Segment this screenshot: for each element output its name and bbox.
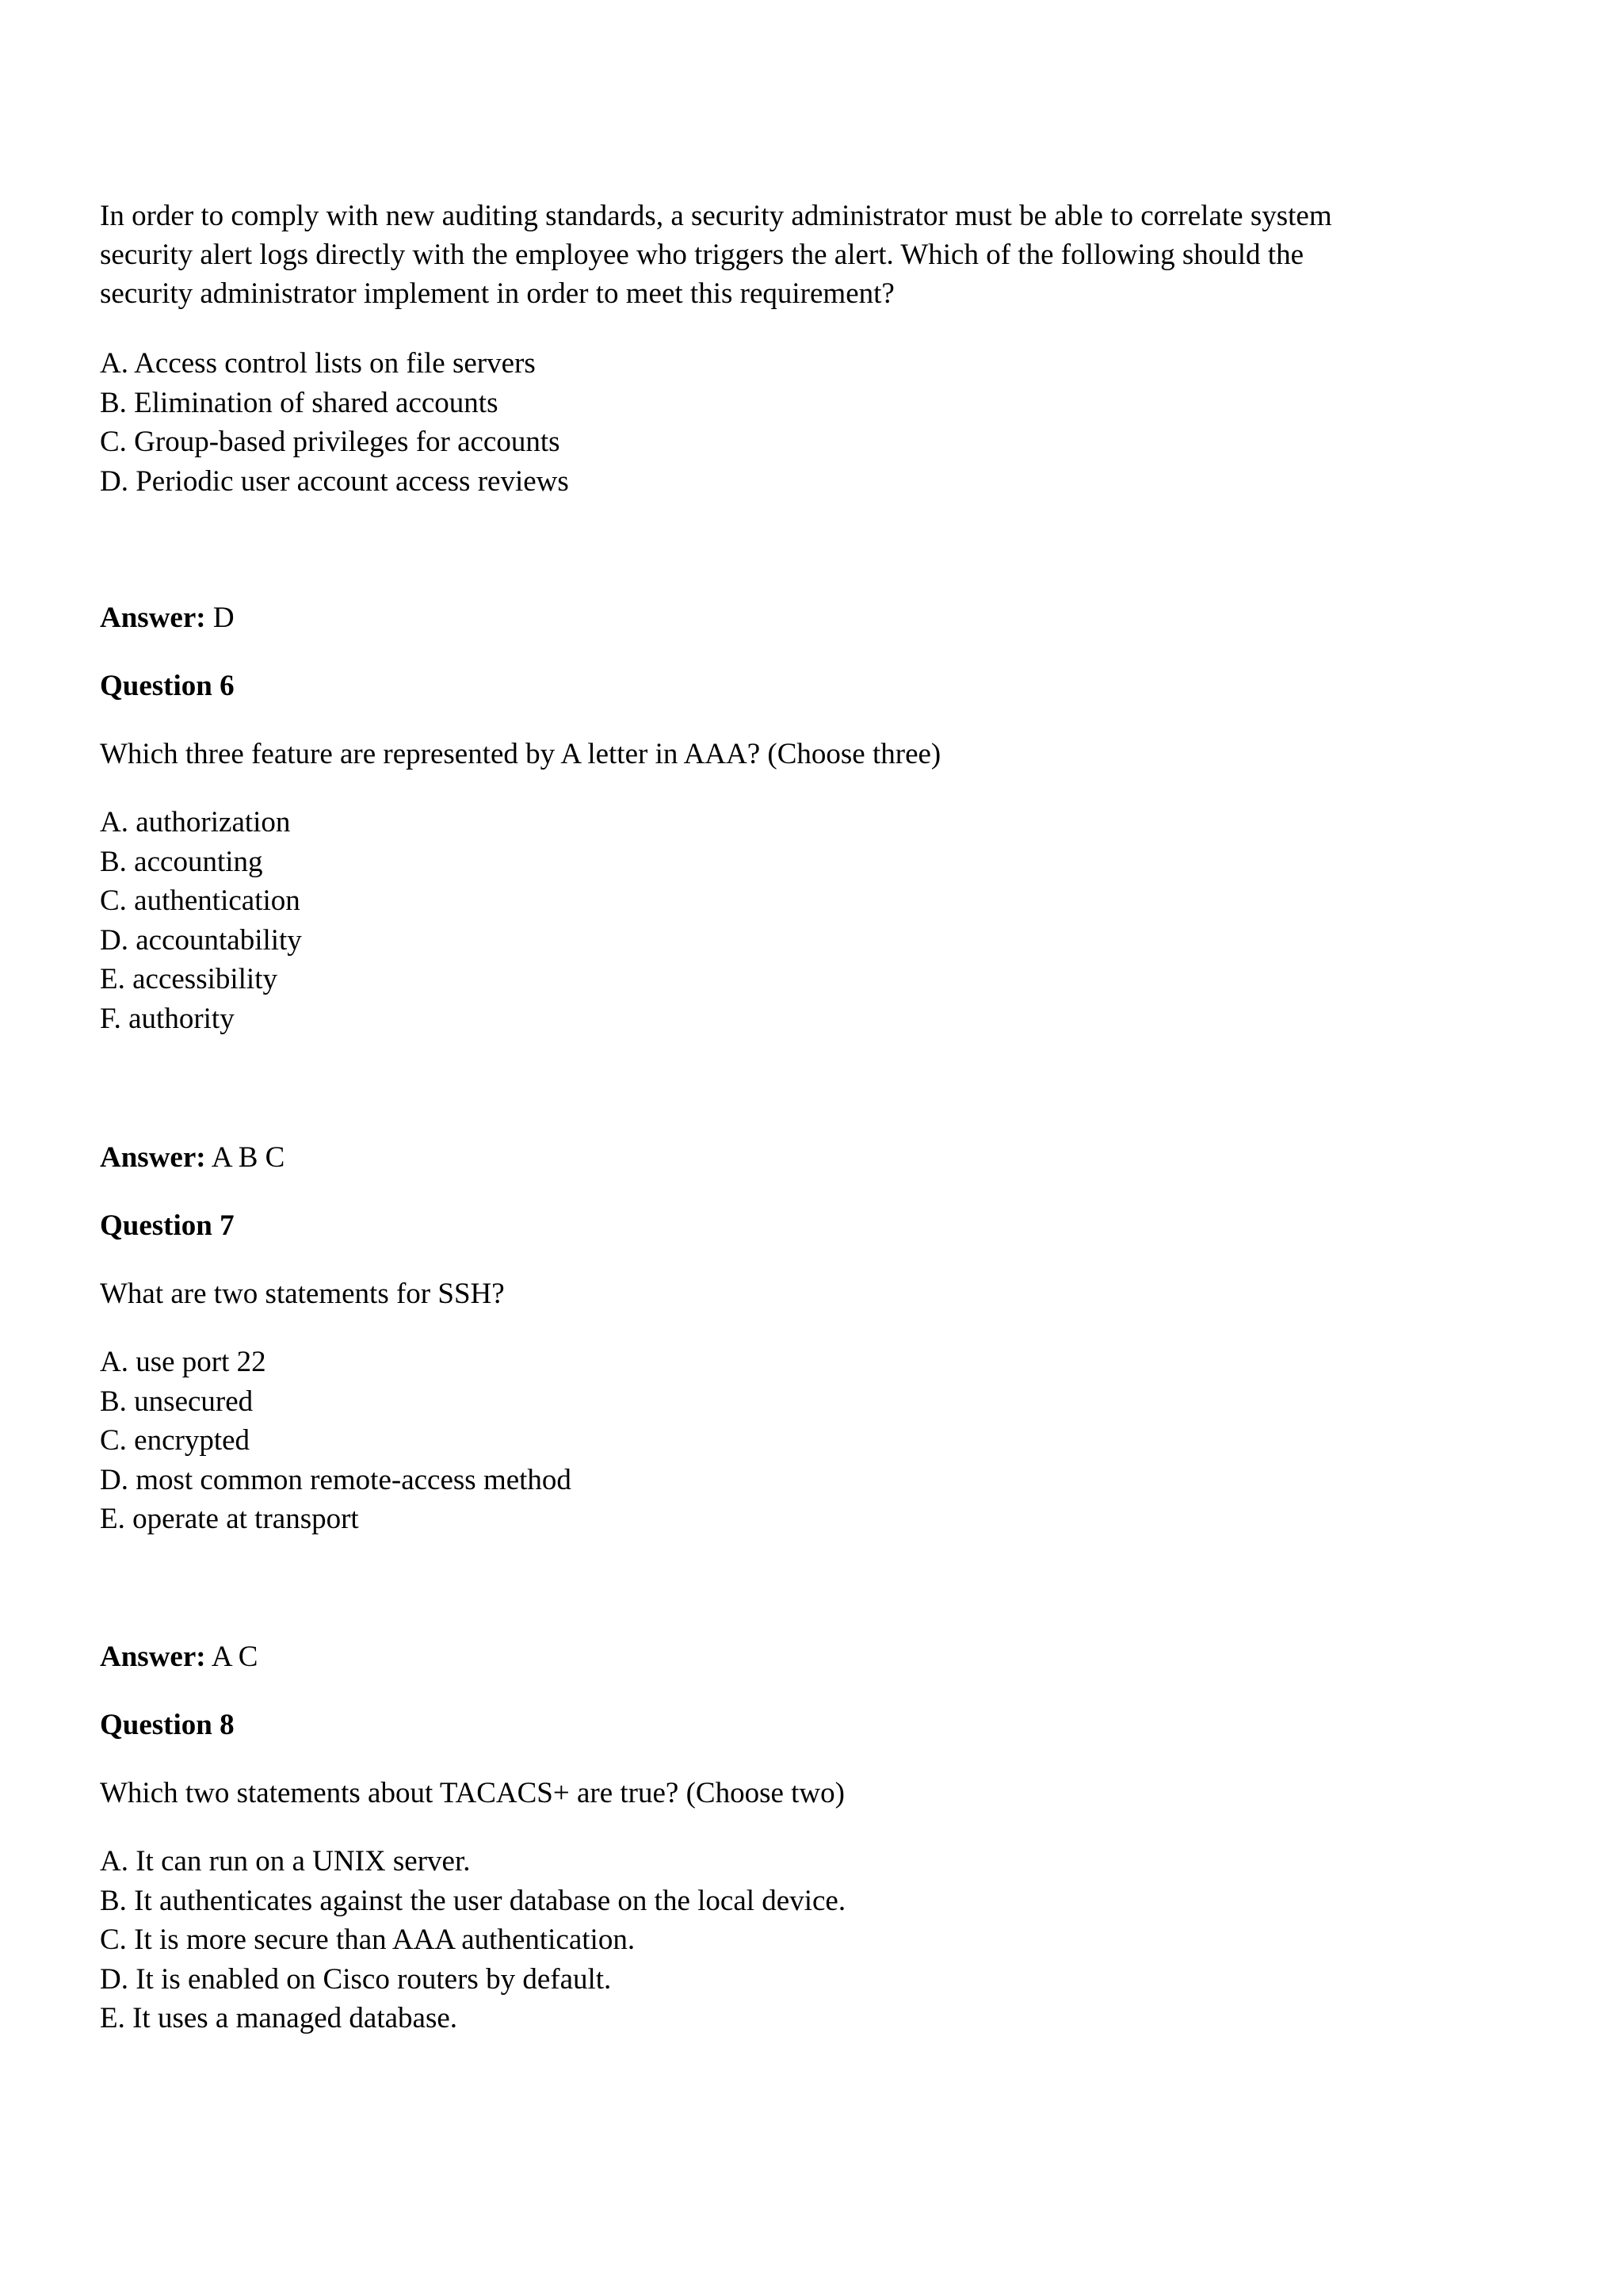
option-item: A. use port 22 xyxy=(100,1346,266,1378)
question-6-title: Question 6 xyxy=(100,670,235,702)
option-item: C. It is more secure than AAA authentication. xyxy=(100,1924,636,1956)
question-5-options xyxy=(100,344,1384,501)
option-item: C. authentication xyxy=(100,884,300,917)
answer-label: Answer: xyxy=(100,602,206,634)
question-7-title: Question 7 xyxy=(100,1209,235,1242)
question-7-text: What are two statements for SSH? xyxy=(100,1278,505,1310)
option-item: B. unsecured xyxy=(100,1385,254,1418)
question-5-text xyxy=(100,197,1384,313)
option-item: E. accessibility xyxy=(100,963,277,995)
question-7-answer xyxy=(100,1637,1384,1676)
answer-value: D xyxy=(212,602,235,634)
question-6-answer xyxy=(100,1138,1384,1177)
option-item: E. operate at transport xyxy=(100,1503,359,1535)
answer-label: Answer: xyxy=(100,1141,206,1174)
option-item: E. It uses a managed database. xyxy=(100,2002,458,2034)
option-item: B. It authenticates against the user database on the local device. xyxy=(100,1884,846,1917)
option-item: D. most common remote-access method xyxy=(100,1463,571,1496)
option-item: C. Group-based privileges for accounts xyxy=(100,426,560,458)
option-item: B. accounting xyxy=(100,845,263,878)
question-7-options xyxy=(100,1343,1384,1539)
question-5-line-1: In order to comply with new auditing standards, a security administrator must be able to correlate system xyxy=(100,200,1332,232)
question-6-options xyxy=(100,803,1384,1038)
question-8-title: Question 8 xyxy=(100,1709,235,1741)
option-item: D. It is enabled on Cisco routers by default. xyxy=(100,1962,612,1996)
answer-value: A B C xyxy=(211,1141,285,1174)
option-item: C. encrypted xyxy=(100,1424,250,1457)
option-item: D. Periodic user account access reviews xyxy=(100,464,569,498)
question-5-line-2: security alert logs directly with the employee who triggers the alert. Which of the following should the xyxy=(100,239,1304,271)
answer-label: Answer: xyxy=(100,1641,206,1673)
answer-value: A C xyxy=(211,1641,258,1673)
option-item: A. Access control lists on file servers xyxy=(100,347,536,380)
option-item: A. authorization xyxy=(100,806,291,839)
question-5-line-3: security administrator implement in order to meet this requirement? xyxy=(100,277,895,310)
option-item: B. Elimination of shared accounts xyxy=(100,386,498,419)
question-8-text: Which two statements about TACACS+ are true? (Choose two) xyxy=(100,1777,845,1809)
question-8-options xyxy=(100,1842,1384,2038)
option-item: D. accountability xyxy=(100,923,302,957)
option-item: F. authority xyxy=(100,1002,235,1035)
question-5-answer xyxy=(100,598,1384,637)
question-6-text: Which three feature are represented by A letter in AAA? (Choose three) xyxy=(100,738,941,770)
option-item: A. It can run on a UNIX server. xyxy=(100,1845,471,1878)
